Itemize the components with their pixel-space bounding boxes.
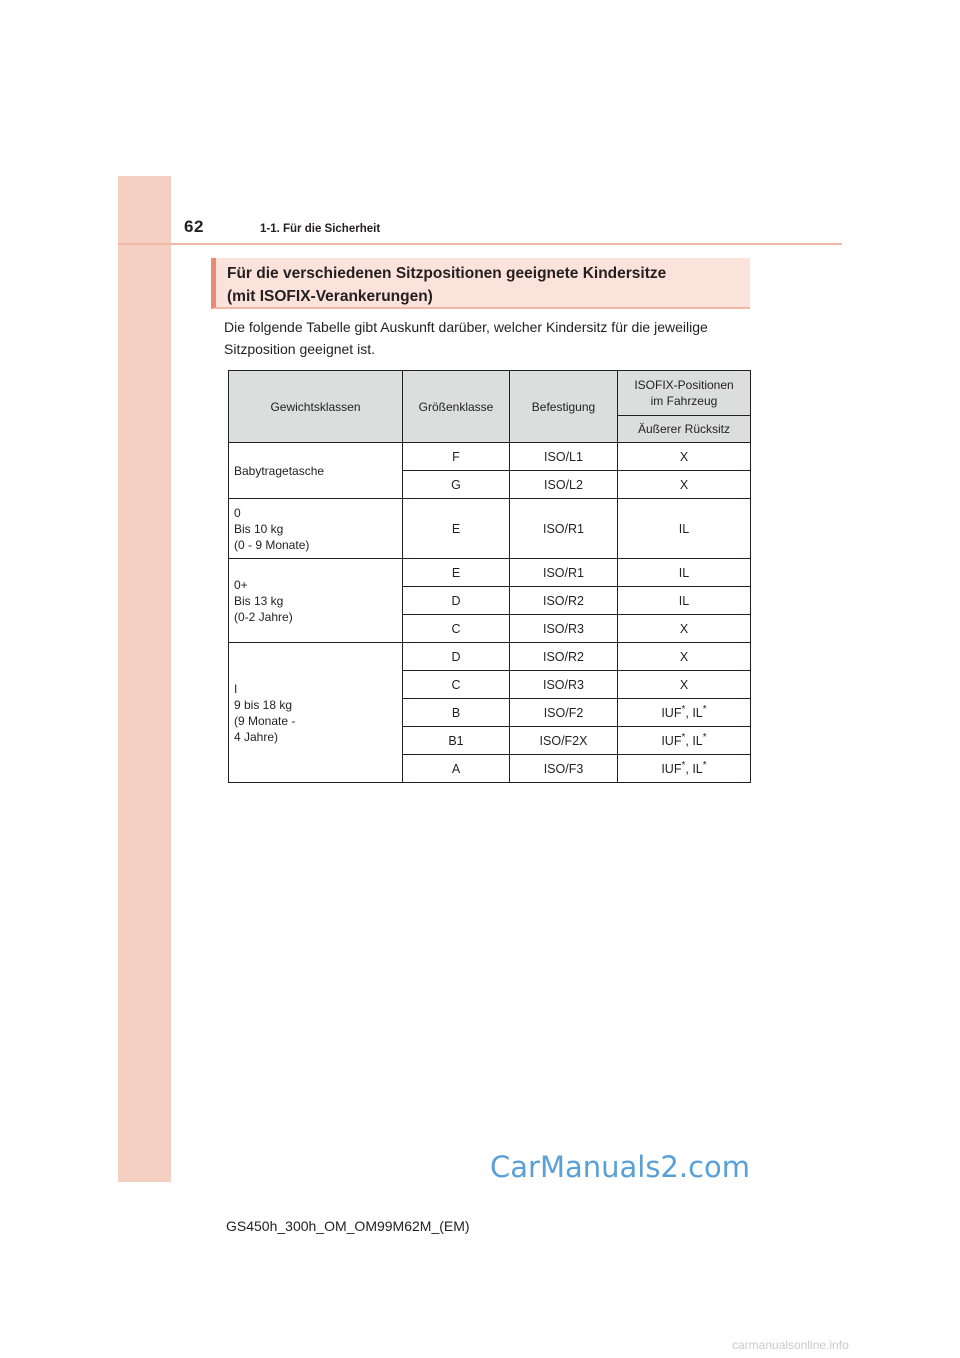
weight-class-cell [229,559,403,643]
fixture-cell: ISO/R2 [510,587,618,615]
footnote-mark: * [702,731,707,743]
weight-class-line: Babytragetasche [234,463,325,478]
header-isofix-line-2: im Fahrzeug [650,394,718,408]
document-code: GS450h_300h_OM_OM99M62M_(EM) [226,1218,470,1234]
header-fixture: Befestigung [510,371,618,443]
isofix-value-cell: IL [618,499,751,559]
fixture-cell: ISO/F2X [510,727,618,755]
weight-class-line: 9 bis 18 kg [234,697,293,712]
value-iuf: IUF [661,733,682,748]
isofix-value-cell: X [618,443,751,471]
fixture-cell: ISO/L2 [510,471,618,499]
value-iuf: IUF [661,761,682,776]
isofix-value-cell: IUF*, IL* [618,755,751,783]
footnote-mark: * [681,759,686,771]
page-number: 62 [184,217,204,236]
isofix-value-cell: X [618,615,751,643]
intro-paragraph [224,316,759,360]
header-isofix-line-1: ISOFIX-Positionen [634,378,734,392]
isofix-value-cell: IUF*, IL* [618,699,751,727]
weight-class-line: (0 - 9 Monate) [234,537,310,552]
intro-line-2: Sitzposition geeignet ist. [224,341,375,357]
isofix-value-cell: X [618,671,751,699]
weight-class-line: 0+ [234,577,248,592]
isofix-value-cell: X [618,471,751,499]
isofix-value-cell: IL [618,559,751,587]
fixture-cell: ISO/F3 [510,755,618,783]
child-seat-table [228,370,751,783]
isofix-value-cell: IUF*, IL* [618,727,751,755]
size-class-cell: A [403,755,510,783]
weight-class-cell [229,499,403,559]
weight-class-line: Bis 13 kg [234,593,284,608]
header-size-class: Größenklasse [403,371,510,443]
size-class-cell: B1 [403,727,510,755]
section-heading-line-2: (mit ISOFIX-Verankerungen) [227,288,433,305]
weight-class-line: 0 [234,505,241,520]
header-weight-class: Gewichtsklassen [229,371,403,443]
fixture-cell: ISO/R3 [510,615,618,643]
footnote-mark: * [681,703,686,715]
isofix-value-cell: IL [618,587,751,615]
weight-class-cell [229,643,403,783]
size-class-cell: D [403,643,510,671]
size-class-cell: E [403,499,510,559]
value-il: IL [692,705,703,720]
fixture-cell: ISO/R1 [510,499,618,559]
footnote-mark: * [702,759,707,771]
footnote-mark: * [681,731,686,743]
footnote-mark: * [702,703,707,715]
header-outer-rear-seat: Äußerer Rücksitz [618,416,751,443]
weight-class-cell [229,443,403,499]
header-isofix-positions [618,371,751,416]
size-class-cell: G [403,471,510,499]
fixture-cell: ISO/L1 [510,443,618,471]
size-class-cell: F [403,443,510,471]
section-heading-box [211,258,750,309]
size-class-cell: D [403,587,510,615]
fixture-cell: ISO/R1 [510,559,618,587]
weight-class-line: 4 Jahre) [234,729,279,744]
fixture-cell: ISO/R2 [510,643,618,671]
weight-class-line: Bis 10 kg [234,521,284,536]
header-divider [118,243,842,245]
carmanuals-watermark: CarManuals2.com [490,1150,751,1184]
fixture-cell: ISO/R3 [510,671,618,699]
size-class-cell: C [403,671,510,699]
weight-class-line: (9 Monate - [234,713,296,728]
isofix-value-cell: X [618,643,751,671]
value-il: IL [692,761,703,776]
side-color-band [118,176,171,1182]
size-class-cell: E [403,559,510,587]
weight-class-line: I [234,681,238,696]
site-watermark: carmanualsonline.info [732,1338,849,1352]
size-class-cell: C [403,615,510,643]
intro-line-1: Die folgende Tabelle gibt Auskunft darüber, welcher Kindersitz für die jeweilige [224,319,708,335]
size-class-cell: B [403,699,510,727]
section-heading [227,262,747,308]
weight-class-line: (0-2 Jahre) [234,609,293,624]
section-title: 1-1. Für die Sicherheit [260,223,381,235]
section-heading-line-1: Für die verschiedenen Sitzpositionen geeignete Kindersitze [227,265,667,282]
value-il: IL [692,733,703,748]
value-iuf: IUF [661,705,682,720]
fixture-cell: ISO/F2 [510,699,618,727]
